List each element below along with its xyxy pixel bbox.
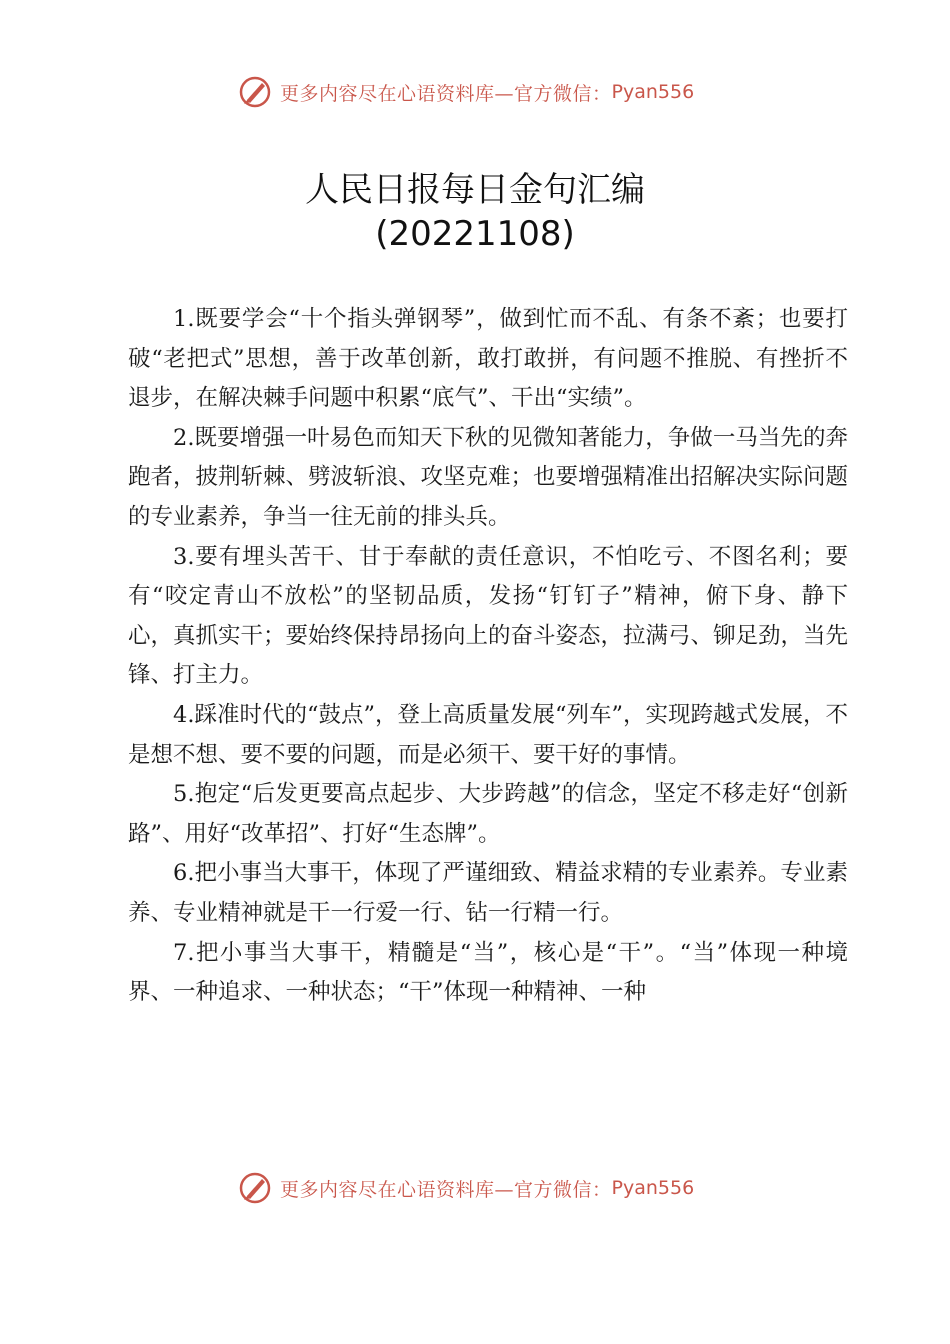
footer-watermark-banner [238,1168,798,1208]
document-title [0,168,950,256]
header-watermark-banner [238,72,798,112]
quote-paragraph-4: 4.踩准时代的“鼓点”，登上高质量发展“列车”，实现跨越式发展，不是想不想、要不要的问题，而是必须干、要干好的事情。 [128,701,848,768]
quote-paragraph-1: 1.既要学会“十个指头弹钢琴”，做到忙而不乱、有条不紊；也要打破“老把式”思想，善于改革创新，敢打敢拼，有问题不推脱、有挫折不退步，在解决棘手问题中积累“底气”、干出“实绩”。 [128,306,848,412]
quote-paragraph-7: 7.把小事当大事干，精髓是“当”，核心是“干”。“当”体现一种境界、一种追求、一种状态；“干”体现一种精神、一种 [128,939,848,1006]
quote-paragraph-2: 2.既要增强一叶易色而知天下秋的见微知著能力，争做一马当先的奔跑者，披荆斩棘、劈波斩浪、攻坚克难；也要增强精准出招解决实际问题的专业素养，争当一往无前的排头兵。 [128,424,849,530]
quote-paragraph-6: 6.把小事当大事干，体现了严谨细致、精益求精的专业素养。专业素养、专业精神就是干一行爱一行、钻一行精一行。 [128,860,848,926]
title-line-1: 人民日报每日金句汇编 [305,170,645,210]
quote-paragraph-5: 5.抱定“后发更要高点起步、大步跨越”的信念，坚定不移走好“创新路”、用好“改革招”、打好“生态牌”。 [128,781,848,847]
banner-wechat-id: Pyan556 [611,81,695,103]
pen-logo-icon [238,1171,272,1205]
banner-text: 更多内容尽在心语资料库—官方微信： [280,1178,612,1201]
banner-text: 更多内容尽在心语资料库—官方微信： [280,82,612,105]
quote-paragraph-3: 3.要有埋头苦干、甘于奉献的责任意识，不怕吃亏、不图名利；要有“咬定青山不放松”的坚韧品质，发扬“钉钉子”精神，俯下身、静下心，真抓实干；要始终保持昂扬向上的奋斗姿态，拉满弓、铆足劲，当先锋、打主力。 [128,543,849,689]
title-line-2: (20221108) [375,214,575,254]
pen-logo-icon [238,75,272,109]
banner-wechat-id: Pyan556 [611,1177,695,1199]
quote-list [128,300,848,1013]
